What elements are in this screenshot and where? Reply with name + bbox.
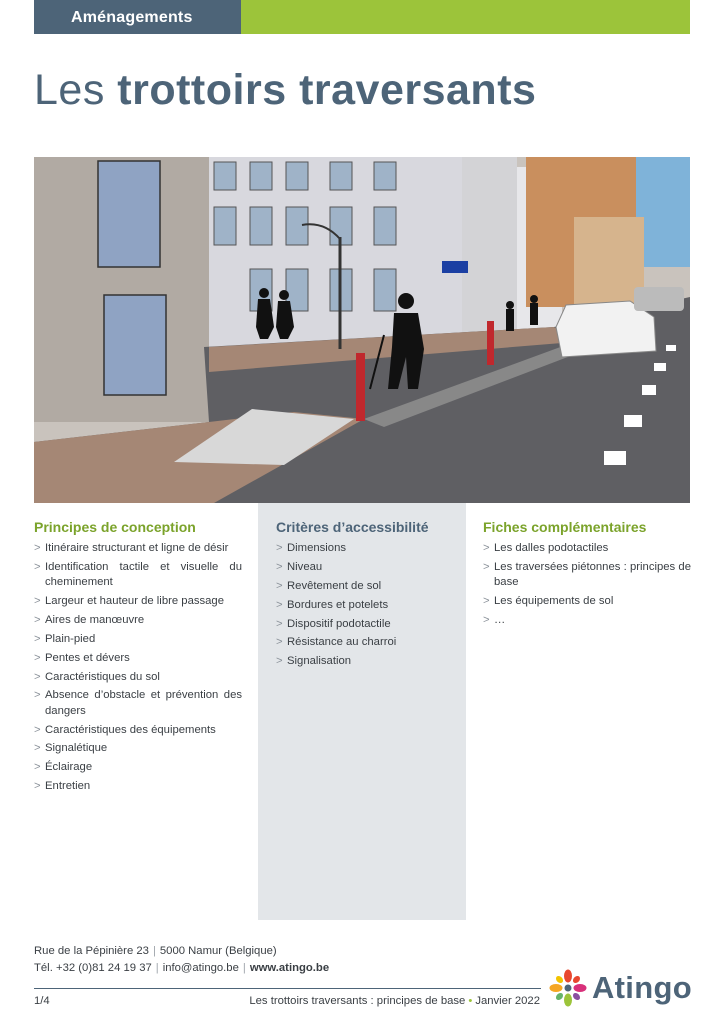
address-city: 5000 Namur (Belgique): [159, 945, 277, 957]
list-item: > Signalétique: [34, 741, 242, 756]
phone-number: Tél. +32 (0)81 24 19 37: [34, 962, 152, 974]
contact-block: Rue de la Pépinière 23 | 5000 Namur (Belgique) Tél. +32 (0)81 24 19 37 | info@atingo.be | www.atingo.be: [34, 945, 330, 974]
title-bold: trottoirs traversants: [117, 66, 537, 114]
list-item: > Les équipements de sol: [483, 594, 691, 609]
list-item: > Identification tactile et visuelle du cheminement: [34, 560, 242, 590]
list-item: > …: [483, 613, 691, 628]
footer-doc-title: Les trottoirs traversants : principes de base: [249, 995, 466, 1007]
list-item: > Aires de manœuvre: [34, 613, 242, 628]
accessibility-criteria-heading: Critères d’accessibilité: [276, 519, 429, 535]
footer-date: Janvier 2022: [475, 995, 540, 1007]
email-link[interactable]: info@atingo.be: [162, 962, 239, 974]
design-principles-column: [34, 519, 242, 798]
list-item: > Signalisation: [276, 654, 456, 669]
atingo-logo: [548, 968, 693, 1008]
accessibility-criteria-column: [276, 519, 456, 673]
address-street: Rue de la Pépinière 23: [34, 945, 149, 957]
footer-rule: [34, 988, 541, 989]
design-principles-heading: Principes de conception: [34, 519, 196, 535]
list-item: > Niveau: [276, 560, 456, 575]
list-item: > Plain-pied: [34, 632, 242, 647]
list-item: > Résistance au charroi: [276, 635, 456, 650]
list-item: > Absence d’obstacle et prévention des dangers: [34, 688, 242, 718]
related-sheets-heading: Fiches complémentaires: [483, 519, 647, 535]
list-item: > Dispositif podotactile: [276, 617, 456, 632]
title-light: Les: [34, 66, 105, 114]
category-label: Aménagements: [34, 0, 241, 34]
logo-wordmark: Atingo: [592, 970, 692, 1005]
header-bar: [34, 0, 690, 34]
page-number: 1/4: [34, 995, 50, 1007]
footer-doc-info: Les trottoirs traversants : principes de base • Janvier 2022: [249, 995, 540, 1007]
page-title: [34, 66, 536, 115]
website-link[interactable]: www.atingo.be: [249, 962, 330, 974]
related-sheets-column: [483, 519, 691, 632]
list-item: > Dimensions: [276, 541, 456, 556]
list-item: > Revêtement de sol: [276, 579, 456, 594]
list-item: > Itinéraire structurant et ligne de désir: [34, 541, 242, 556]
list-item: > Éclairage: [34, 760, 242, 775]
list-item: > Entretien: [34, 779, 242, 794]
list-item: > Largeur et hauteur de libre passage: [34, 594, 242, 609]
list-item: > Les traversées piétonnes : principes de base: [483, 560, 691, 590]
list-item: > Caractéristiques du sol: [34, 670, 242, 685]
header-accent-bar: [241, 0, 690, 34]
list-item: > Les dalles podotactiles: [483, 541, 691, 556]
list-item: > Caractéristiques des équipements: [34, 723, 242, 738]
list-item: > Bordures et potelets: [276, 598, 456, 613]
hero-illustration: [34, 157, 690, 503]
logo-flower-icon: [548, 968, 588, 1008]
list-item: > Pentes et dévers: [34, 651, 242, 666]
